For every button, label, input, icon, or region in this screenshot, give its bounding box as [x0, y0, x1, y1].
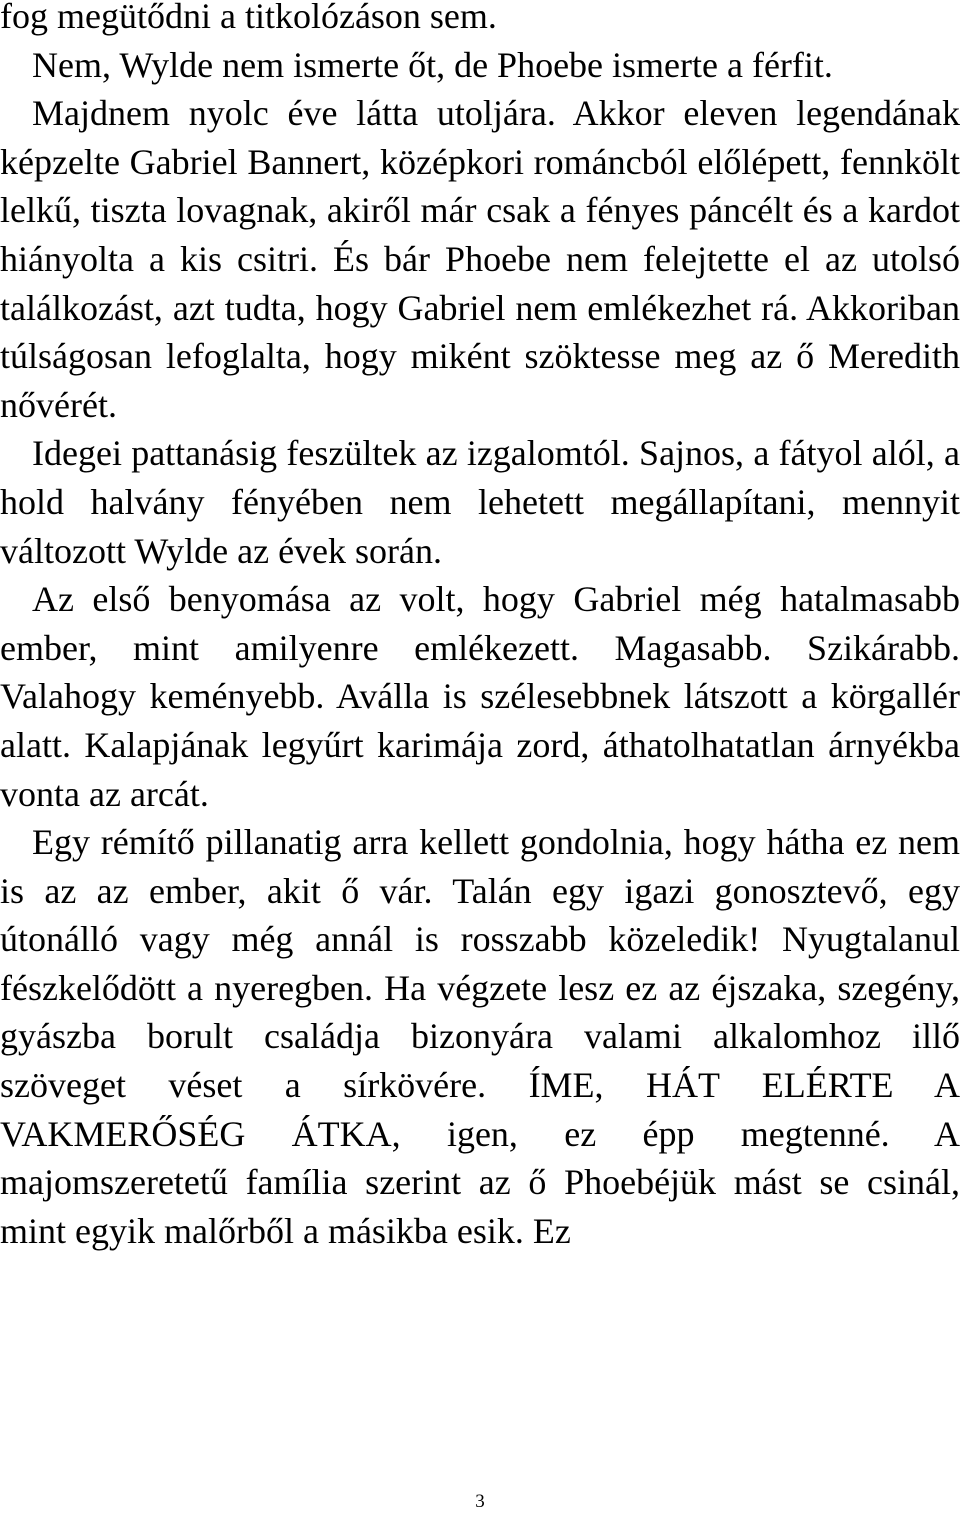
paragraph-5: Az első benyomása az volt, hogy Gabriel még hatalmasabb ember, mint amilyenre emlékezett. Magasabb. Szikárabb. Valahogy keményebb. Aválla is szélesebbnek látszott a körgallér alatt. Kalapjának legyűrt karimája zord, áthatolhatatlan árnyékba vonta az arcát.: [0, 579, 960, 814]
page-number: 3: [475, 1491, 485, 1512]
paragraph-3: Majdnem nyolc éve látta utoljára. Akkor eleven legendának képzelte Gabriel Bannert, középkori románcból előlépett, fennkölt lelkű, tiszta lovagnak, akiről már csak a fényes páncélt és a kardot hiányolta a kis csitri. És bár Phoebe nem felejtette el az utolsó találkozást, azt tudta, hogy Gabriel nem emlékezhet rá. Akkoriban túlságosan lefoglalta, hogy miként szöktesse meg az ő Meredith nővérét.: [0, 93, 960, 425]
paragraph-6: Egy rémítő pillanatig arra kellett gondolnia, hogy hátha ez nem is az az ember, akit ő vár. Talán egy igazi gonosztevő, egy útonálló vagy még annál is rosszabb közeledik! Nyugtalanul fészkelődött a nyeregben. Ha végzete lesz ez az éjszaka, szegény, gyászba borult családja bizonyára valami alkalomhoz illő szöveget véset a sírkövére. ÍME, HÁT ELÉRTE A VAKMERŐSÉG ÁTKA, igen, ez épp megtenné. A majomszeretetű família szerint az ő Phoebéjük mást se csinál, mint egyik malőrből a másikba esik. Ez: [0, 822, 960, 1251]
paragraph-2: Nem, Wylde nem ismerte őt, de Phoebe ismerte a férfit.: [32, 44, 833, 85]
paragraph-continuation: fog megütődni a titkolózáson sem.: [0, 0, 497, 36]
paragraph-4: Idegei pattanásig feszültek az izgalomtól. Sajnos, a fátyol alól, a hold halvány fényében nem lehetett megállapítani, mennyit változott Wylde az évek során.: [0, 433, 960, 571]
